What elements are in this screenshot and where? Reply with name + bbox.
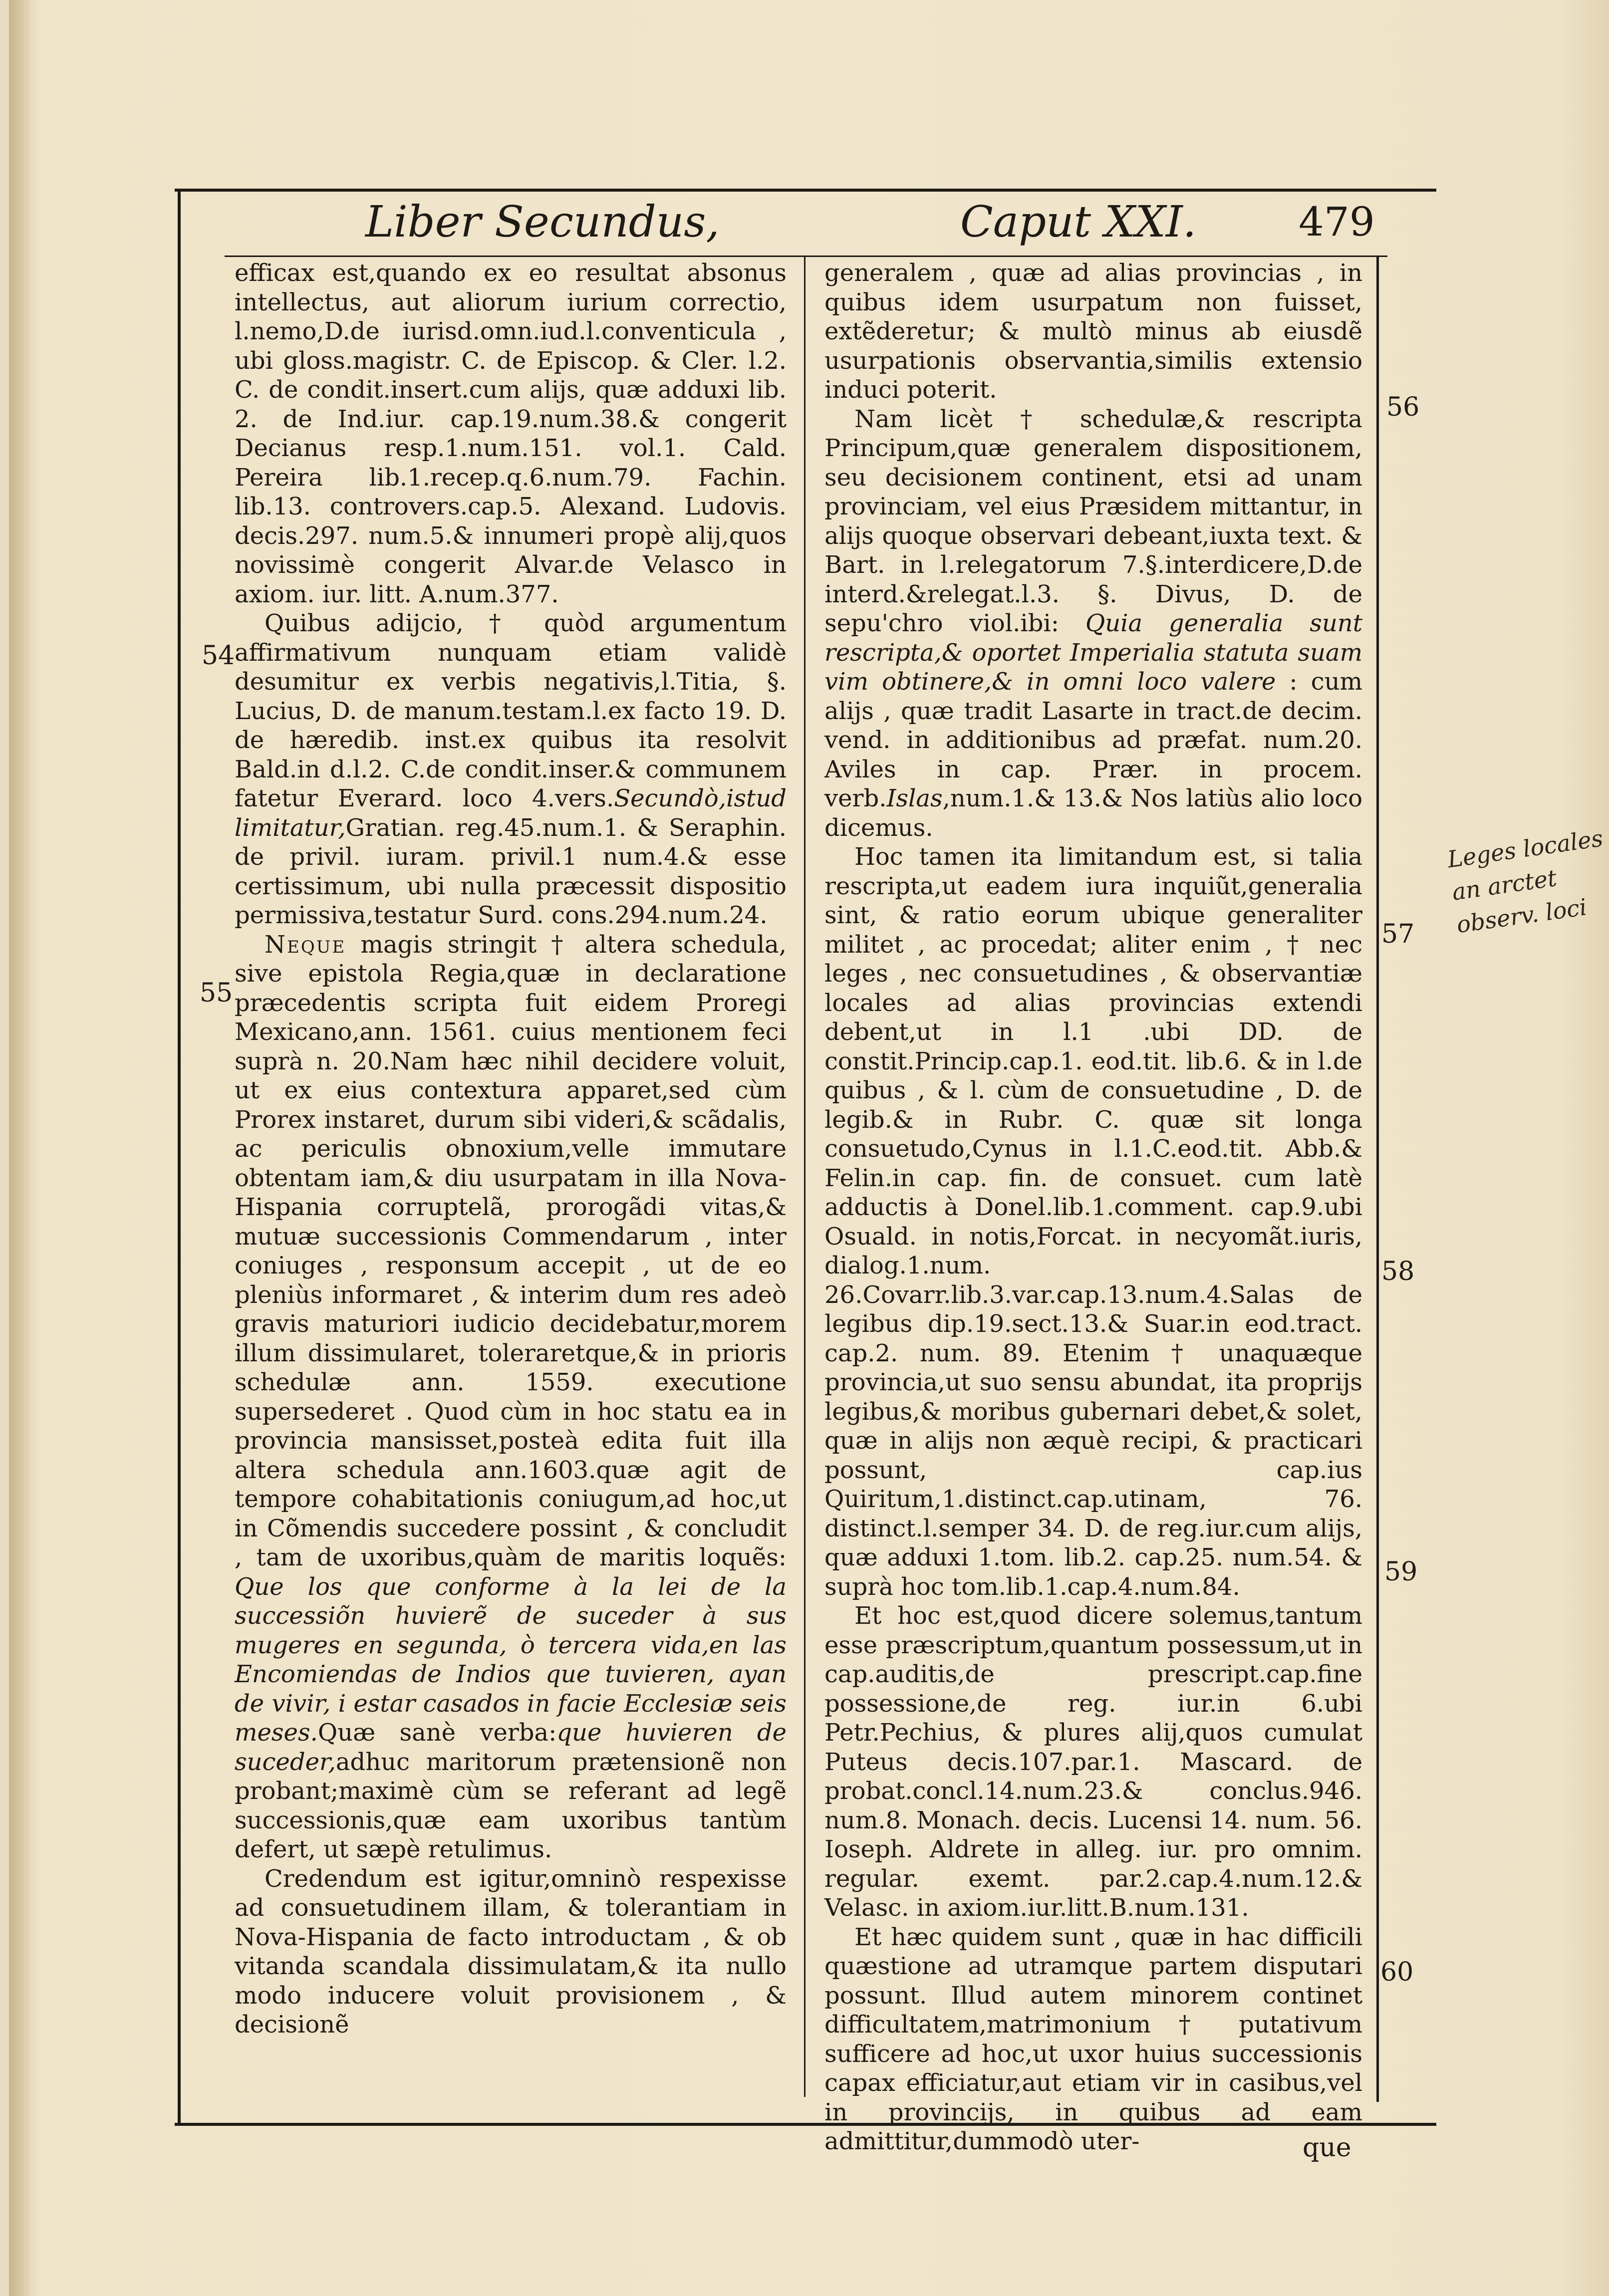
- margin-number-59: 59: [1384, 1557, 1418, 1587]
- right-paragraph-3: Hoc tamen ita limitandum est, si talia rescripta,ut eadem iura inquiũt,generalia sint, & ratio eorum ubique generaliter militet , ac procedat; aliter enim , † nec leges , nec consuetudines , & observantiæ locales ad alias provincias extendi debent,ut in l.1 .ubi DD. de constit.Princip.cap.1. eod.tit. lib.6. & in l.de quibus , & l. cùm de consuetudine , D. de legib.& in Rubr. C. quæ sit longa consuetudo,Cynus in l.1.C.eod.tit. Abb.& Felin.in cap. fin. de consuet. cum latè adductis à Donel.lib.1.comment. cap.9.ubi Osuald. in notis,Forcat. in necyomãt.iuris, dialog.1.num. 26.Covarr.lib.3.var.cap.13.num.4.Salas de legibus dip.19.sect.13.& Suar.in eod.tract. cap.2. num. 89. Etenim † unaquæque provincia,ut suo sensu abundat, ita proprijs legibus,& moribus gubernari debet,& solet, quæ in alijs non æquè recipi, & practicari possunt, cap.ius Quiritum,1.distinct.cap.utinam, 76. distinct.l.semper 34. D. de reg.iur.cum alijs, quæ adduxi 1.tom. lib.2. cap.25. num.54. & suprà hoc tom.lib.1.cap.4.num.84.: [824, 843, 1362, 1601]
- margin-number-58: 58: [1381, 1257, 1415, 1286]
- right-p2-text-a: Nam licèt † schedulæ,& rescripta Principum,quæ generalem dispositionem, seu decisionem continent, etsi ad unam provinciam, vel eius Præsidem mittantur, in alijs quoque observari debeant,iuxta text. & Bart. in l.relegatorum 7.§.interdicere,D.de interd.&relegat.l.3. §. Divus, D. de sepu'chro viol.ibi:: [824, 405, 1362, 637]
- margin-number-55: 55: [200, 978, 233, 1008]
- left-p2-text-c: Gratian. reg.45.num.1. & Seraphin. de privil. iuram. privil.1 num.4.& esse certissimum, ubi nulla præcessit dispositio permissiva,testatur Surd. cons.294.num.24.: [235, 813, 787, 929]
- page-number: 479: [1299, 199, 1375, 245]
- catchword: que: [1303, 2133, 1351, 2163]
- header-rule: [225, 255, 1387, 257]
- frame-left-rule: [178, 189, 181, 2125]
- right-p2-italic-word: Islas: [886, 784, 943, 812]
- left-paragraph-2: [235, 609, 787, 930]
- right-paragraph-4: Et hoc est,quod dicere solemus,tantum esse præscriptum,quantum possessum,ut in cap.auditis,de prescript.cap.fine possessione,de reg. iur.in 6.ubi Petr.Pechius, & plures alij,quos cumulat Puteus decis.107.par.1. Mascard. de probat.concl.14.num.23.& conclus.946. num.8. Monach. decis. Lucensi 14. num. 56. Ioseph. Aldrete in alleg. iur. pro omnim. regular. exemt. par.2.cap.4.num.12.& Velasc. in axiom.iur.litt.B.num.131.: [824, 1602, 1362, 1922]
- left-p3-italic-phrase: que huvieren de suceder,: [235, 1719, 787, 1776]
- left-column: [235, 258, 787, 2040]
- binding-edge: [9, 0, 29, 2296]
- left-p3-text-d: Quæ sanè verba:: [317, 1719, 557, 1747]
- left-p3-text-b: magis stringit † altera schedula, sive epistola Regia,quæ in declaratione præcedentis scripta fuit eidem Proregi Mexicano,ann. 1561. cuius mentionem feci suprà n. 20.Nam hæc nihil decidere voluit, ut ex eius contextura apparet,sed cùm Prorex instaret, durum sibi videri,& scãdalis, ac periculis obnoxium,velle immutare obtentam iam,& diu usurpatam in illa Nova-Hispania corruptelã, prorogãdi vitas,& mutuæ successionis Commendarum , inter coniuges , responsum accepit , ut de eo pleniùs informaret , & interim dum res adeò gravis maturiori iudicio decidebatur,morem illum dissimularet, toleraretque,& in prioris schedulæ ann. 1559. executione supersederet . Quod cùm in hoc statu ea in provincia mansisset,posteà edita fuit illa altera schedula ann.1603.quæ agit de tempore cohabitationis coniugum,ad hoc,ut in Cõmendis succedere possint , & concludit , tam de uxoribus,quàm de maritis loquẽs:: [235, 930, 787, 1571]
- left-p3-spanish-quote: Que los que conforme à la lei de la successiõn huvierẽ de suceder à sus mugeres en segunda, ò tercera vida,en las Encomiendas de Indios que tuvieren, ayan de vivir, i estar casados in facie Ecclesiæ seis meses.: [235, 1572, 787, 1747]
- left-paragraph-1: efficax est,quando ex eo resultat absonus intellectus, aut aliorum iurium correctio, l.nemo,D.de iurisd.omn.iud.l.conventicula , ubi gloss.magistr. C. de Episcop. & Cler. l.2. C. de condit.insert.cum alijs, quæ adduxi lib. 2. de Ind.iur. cap.19.num.38.& congerit Decianus resp.1.num.151. vol.1. Cald. Pereira lib.1.recep.q.6.num.79. Fachin. lib.13. controvers.cap.5. Alexand. Ludovis. decis.297. num.5.& innumeri propè alij,quos novissimè congerit Alvar.de Velasco in axiom. iur. litt. A.num.377.: [235, 259, 787, 608]
- margin-number-54: 54: [202, 641, 235, 671]
- left-p3-initial: Neque: [265, 930, 346, 959]
- left-paragraph-3: [235, 930, 787, 1864]
- page-sheet: [9, 0, 1609, 2296]
- left-p2-text-a: Quibus adijcio, † quòd argumentum affirmativum nunquam etiam validè desumitur ex verbis negativis,l.Titia, §. Lucius, D. de manum.testam.l.ex facto 19. D. de hæredib. inst.ex quibus ita resolvit Bald.in d.l.2. C.de condit.inser.& communem fatetur Everard. loco 4.vers.: [235, 609, 787, 812]
- right-p2-text-c: : cum alijs , quæ tradit Lasarte in tract.de decim. vend. in additionibus ad præfat. num.20. Aviles in cap. Prær. in procem. verb.: [824, 668, 1363, 812]
- frame-right-rule: [1376, 255, 1379, 2102]
- running-head-chapter: Caput XXI.: [960, 197, 1197, 247]
- right-paragraph-1: generalem , quæ ad alias provincias , in quibus idem usurpatum non fuisset, extẽderetur; & multò minus ab eiusdẽ usurpationis observantia,similis extensio induci poterit.: [824, 259, 1362, 404]
- column-divider: [804, 255, 805, 2097]
- margin-number-57: 57: [1381, 919, 1415, 949]
- margin-number-60: 60: [1380, 1957, 1414, 1987]
- right-paragraph-2: [824, 405, 1362, 843]
- right-paragraph-5: Et hæc quidem sunt , quæ in hac difficili quæstione ad utramque partem disputari possunt. Illud autem minorem continet difficultatem,matrimonium † putativum sufficere ad hoc,ut uxor huius successionis capax efficiatur,aut etiam vir in casibus,vel in provincijs, in quibus ad eam admittitur,dummodò uter-: [824, 1923, 1362, 2155]
- running-head-book: Liber Secundus,: [365, 197, 720, 247]
- margin-number-56: 56: [1386, 392, 1420, 422]
- handwritten-margin-note: Leges locales an arctet observ. loci: [1445, 824, 1605, 939]
- right-p2-text-e: ,num.1.& 13.& Nos latiùs alio loco dicemus.: [824, 784, 1362, 842]
- left-paragraph-4: Credendum est igitur,omninò respexisse ad consuetudinem illam, & tolerantiam in Nova-Hispania de facto introductam , & ob vitanda scandala dissimulatam,& ita nullo modo inducere voluit provisionem , & decisionẽ: [235, 1864, 787, 2039]
- left-p2-italic: Secundò,istud limitatur,: [235, 784, 787, 842]
- right-column: [824, 258, 1362, 2156]
- right-p2-latin-quote: Quia generalia sunt rescripta,& oportet Imperialia statuta suam vim obtinere,& in omni loco valere: [824, 609, 1362, 696]
- left-p3-text-f: adhuc maritorum prætensionẽ non probant;maximè cùm se referant ad legẽ successionis,quæ eam uxoribus tantùm defert, ut sæpè retulimus.: [235, 1748, 787, 1863]
- frame-top-rule: [175, 189, 1436, 192]
